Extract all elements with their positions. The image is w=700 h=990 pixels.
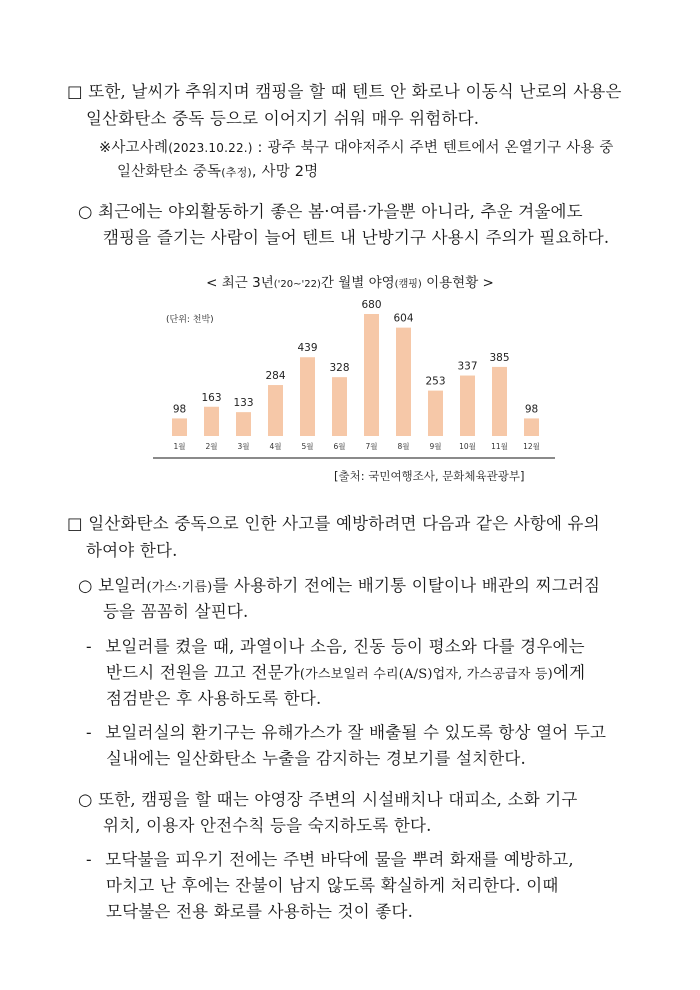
bullet2-text-1b: (가스·기름) bbox=[146, 580, 213, 595]
bullet3-text-2: 위치, 이용자 안전수칙 등을 숙지하도록 한다. bbox=[103, 816, 432, 835]
accident-case-text2b: (추정) bbox=[221, 166, 252, 179]
chart-bar bbox=[204, 407, 219, 436]
chart-category-label: 9월 bbox=[429, 442, 442, 451]
chart-bar bbox=[300, 357, 315, 436]
section1-line1 bbox=[67, 81, 622, 103]
dash-marker: - bbox=[86, 637, 92, 656]
dash3-text-1: 모닥불을 피우기 전에는 주변 바닥에 물을 뿌려 화재를 예방하고, bbox=[105, 850, 574, 869]
chart-bar bbox=[172, 418, 187, 436]
chart-category-label: 1월 bbox=[173, 442, 186, 451]
bullet3-text-1: 또한, 캠핑을 할 때는 야영장 주변의 시설배치나 대피소, 소화 기구 bbox=[98, 790, 578, 809]
dash3-text-3: 모닥불은 전용 화로를 사용하는 것이 좋다. bbox=[106, 902, 414, 921]
dash3-line1 bbox=[86, 849, 574, 871]
section2-line1 bbox=[67, 513, 600, 535]
chart-data-label: 98 bbox=[172, 403, 187, 416]
chart-category-label: 8월 bbox=[397, 442, 410, 451]
chart-data-label: 133 bbox=[233, 397, 254, 410]
chart-category-label: 6월 bbox=[333, 442, 346, 451]
section1-text-1: 또한, 날씨가 추워지며 캠핑을 할 때 텐트 안 화로나 이동식 난로의 사용은 bbox=[88, 82, 622, 101]
accident-case-text2c: , 사망 2명 bbox=[251, 164, 319, 180]
accident-case-line1 bbox=[99, 137, 614, 159]
chart-category-label: 5월 bbox=[301, 442, 314, 451]
chart-data-label: 98 bbox=[524, 403, 539, 416]
chart-bar bbox=[492, 367, 507, 436]
chart-title-mid: 간 월별 야영 bbox=[320, 275, 395, 291]
chart-category-label: 3월 bbox=[237, 442, 250, 451]
chart-data-label: 604 bbox=[393, 312, 414, 325]
chart-data-label: 328 bbox=[329, 362, 350, 375]
accident-case-label: ※사고사례 bbox=[99, 140, 169, 156]
chart-bar bbox=[396, 328, 411, 436]
chart-title-years: ('20~'22) bbox=[273, 279, 321, 290]
chart-category-label: 10월 bbox=[459, 442, 476, 451]
section1-text-2: 일산화탄소 중독 등으로 이어지기 쉬워 매우 위험하다. bbox=[86, 109, 480, 128]
chart-data-label: 337 bbox=[457, 360, 478, 373]
chart-source: [출처: 국민여행조사, 문화체육관광부] bbox=[334, 469, 525, 483]
chart-bar bbox=[332, 377, 347, 436]
bullet1-line1 bbox=[78, 201, 583, 223]
chart-category-label: 2월 bbox=[205, 442, 218, 451]
dash2-text-2: 실내에는 일산화탄소 누출을 감지하는 경보기를 설치한다. bbox=[106, 749, 527, 768]
bullet2-line1 bbox=[78, 575, 600, 599]
chart-bar bbox=[428, 391, 443, 436]
accident-case-date: (2023.10.22.) bbox=[168, 141, 253, 155]
accident-case-line2 bbox=[117, 161, 318, 184]
dash1-line1 bbox=[86, 636, 585, 658]
bullet2-text-2: 등을 꼼꼼히 살핀다. bbox=[103, 602, 249, 621]
chart-data-label: 284 bbox=[265, 370, 286, 383]
chart-category-label: 4월 bbox=[269, 442, 282, 451]
dash1-text-3: 점검받은 후 사용하도록 한다. bbox=[106, 689, 322, 708]
checkbox-square-marker: □ bbox=[67, 82, 83, 101]
chart-title-end: 이용현황 > bbox=[421, 275, 494, 291]
chart-bar bbox=[268, 385, 283, 436]
accident-case-text1: : 광주 북구 대야저주시 주변 텐트에서 온열기구 사용 중 bbox=[257, 140, 614, 156]
chart-category-label: 12월 bbox=[523, 442, 540, 451]
chart-bar bbox=[236, 412, 251, 436]
chart-category-label: 11월 bbox=[491, 442, 508, 451]
accident-case-text2a: 일산화탄소 중독 bbox=[117, 164, 222, 180]
dash2-text-1: 보일러실의 환기구는 유해가스가 잘 배출될 수 있도록 항상 열어 두고 bbox=[105, 723, 607, 742]
chart-unit-label: (단위: 천박) bbox=[166, 315, 214, 325]
chart-title-pre: < 최근 3년 bbox=[206, 275, 274, 291]
dash1-text-2b: (가스보일러 수리(A/S)업자, 가스공급자 등) bbox=[299, 667, 553, 682]
chart-data-label: 163 bbox=[201, 391, 222, 404]
bullet2-text-1c: 를 사용하기 전에는 배기통 이탈이나 배관의 찌그러짐 bbox=[212, 576, 601, 595]
chart-bar bbox=[460, 376, 475, 436]
chart-category-label: 7월 bbox=[365, 442, 378, 451]
chart-data-label: 439 bbox=[297, 342, 318, 355]
chart-data-label: 680 bbox=[361, 299, 382, 311]
section2-text-2: 하여야 한다. bbox=[86, 541, 178, 560]
circle-bullet-marker: ○ bbox=[78, 576, 93, 595]
dash1-text-2c: 에게 bbox=[552, 663, 586, 682]
bullet1-text-1: 최근에는 야외활동하기 좋은 봄·여름·가을뿐 아니라, 추운 겨울에도 bbox=[98, 202, 583, 221]
dash1-text-2a: 반드시 전원을 끄고 전문가 bbox=[106, 663, 300, 682]
checkbox-square-marker: □ bbox=[67, 514, 83, 533]
bullet3-line1 bbox=[78, 789, 578, 811]
circle-bullet-marker: ○ bbox=[78, 202, 93, 221]
dash1-line2 bbox=[106, 662, 585, 686]
dash1-text-1: 보일러를 켰을 때, 과열이나 소음, 진동 등이 평소와 다를 경우에는 bbox=[105, 637, 585, 656]
dash-marker: - bbox=[86, 723, 92, 742]
section2-text-1: 일산화탄소 중독으로 인한 사고를 예방하려면 다음과 같은 사항에 유의 bbox=[88, 514, 600, 533]
dash2-line1 bbox=[86, 722, 606, 744]
bullet1-text-2: 캠핑을 즐기는 사람이 늘어 텐트 내 난방기구 사용시 주의가 필요하다. bbox=[103, 228, 610, 247]
chart-bar bbox=[524, 418, 539, 436]
chart-bar bbox=[364, 314, 379, 436]
chart-data-label: 253 bbox=[425, 375, 446, 388]
monthly-camping-bar-chart bbox=[150, 268, 560, 468]
chart-data-label: 385 bbox=[489, 351, 510, 364]
chart-title-camping: (캠핑) bbox=[394, 279, 422, 290]
bullet2-text-1a: 보일러 bbox=[98, 576, 147, 595]
dash-marker: - bbox=[86, 850, 92, 869]
dash3-text-2: 마치고 난 후에는 잔불이 남지 않도록 확실하게 처리한다. 이때 bbox=[106, 876, 559, 895]
circle-bullet-marker: ○ bbox=[78, 790, 93, 809]
